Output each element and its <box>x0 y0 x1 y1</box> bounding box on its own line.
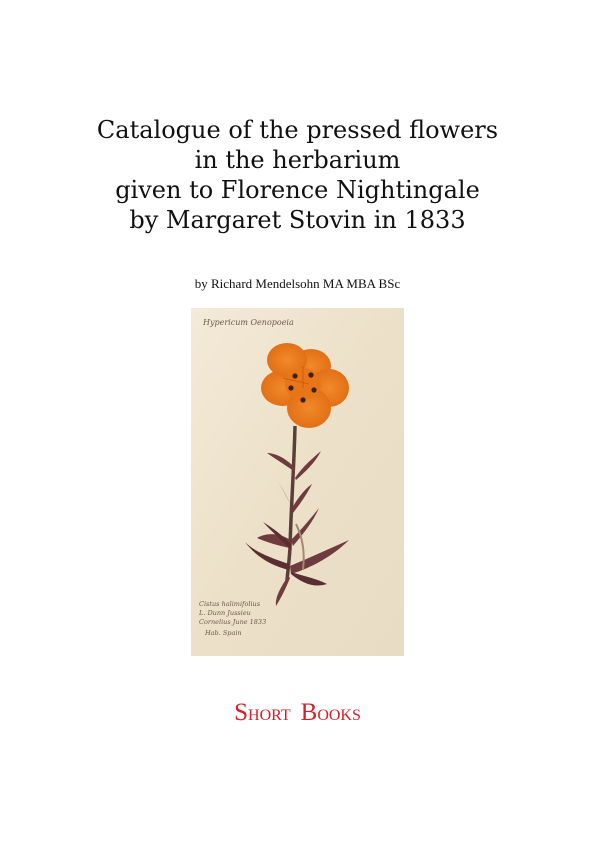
svg-text:Cornelius June 1833: Cornelius June 1833 <box>199 618 267 626</box>
title-line: in the herbarium <box>194 146 401 174</box>
title-line: given to Florence Nightingale <box>115 176 480 204</box>
author-line: by Richard Mendelsohn MA MBA BSc <box>194 276 401 291</box>
book-title <box>0 115 595 235</box>
publisher-logo <box>0 699 595 727</box>
herbarium-specimen-image <box>191 308 404 656</box>
svg-text:Hab. Spain: Hab. Spain <box>205 629 242 637</box>
title-line: by Margaret Stovin in 1833 <box>129 206 466 234</box>
specimen-top-label: Hypericum Oenopoeia <box>203 318 294 327</box>
logo-word1-rest: HORT <box>248 707 291 724</box>
logo-initial-b: B <box>300 699 318 726</box>
svg-text:Cistus halimifolius: Cistus halimifolius <box>199 600 261 608</box>
logo-initial-s: S <box>234 699 249 726</box>
title-line: Catalogue of the pressed flowers <box>96 116 499 144</box>
svg-text:L. Dunn Jussieu: L. Dunn Jussieu <box>199 609 251 617</box>
logo-word2-rest: OOKS <box>317 707 361 724</box>
